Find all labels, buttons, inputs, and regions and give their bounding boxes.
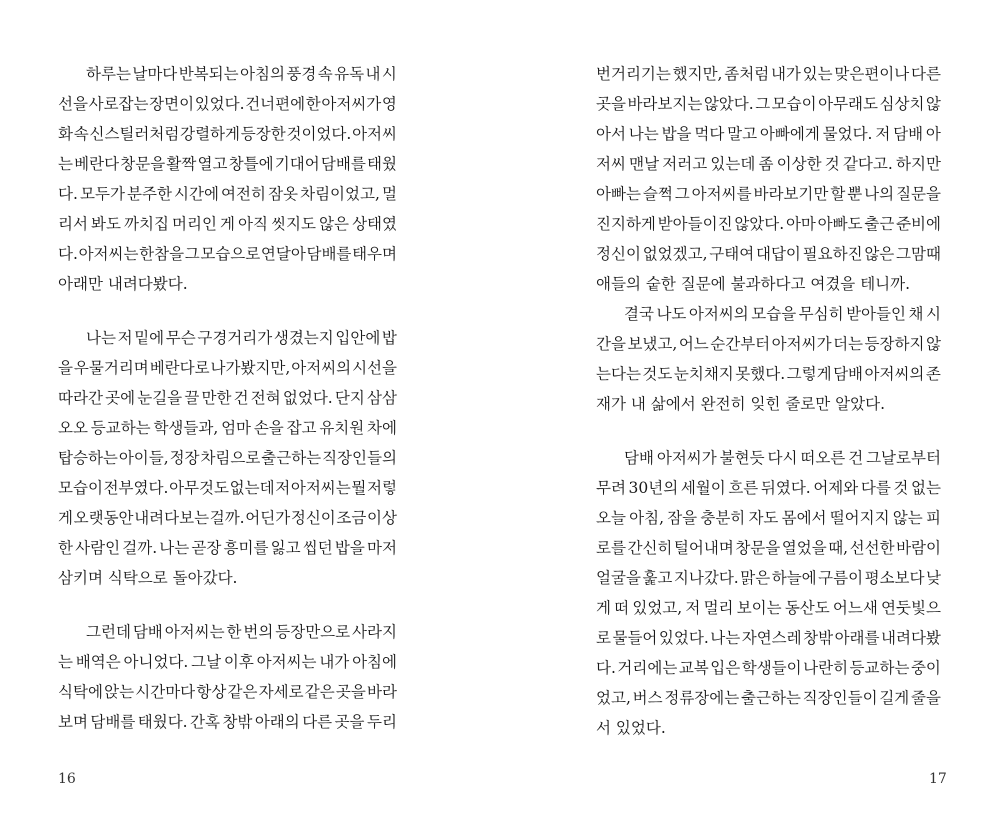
text-line: 로 물들어 있었다. 나는 자연스레 창밖 아래를 내려다봤 (596, 629, 941, 647)
text-line: 로를 간신히 털어내며 창문을 열었을 때, 선선한 바람이 (596, 539, 941, 557)
text-line: 얼굴을 훑고 지나갔다. 맑은 하늘에 구름이 평소보다 낮 (596, 569, 941, 587)
text-line: 오늘 아침, 잠을 충분히 자도 몸에서 떨어지지 않는 피 (596, 509, 941, 527)
text-line: 아빠는 슬쩍 그 아저씨를 바라보기만 할 뿐 나의 질문을 (596, 185, 941, 203)
text-line: 담배 아저씨가 불현듯 다시 떠오른 건 그날로부터 (624, 449, 941, 467)
text-line: 식탁에 앉는 시간마다 항상 같은 자세로 같은 곳을 바라 (58, 683, 397, 701)
text-line: 진지하게 받아들이진 않았다. 아마 아빠도 출근 준비에 (596, 215, 941, 233)
text-line: 결국 나도 아저씨의 모습을 무심히 받아들인 채 시 (624, 305, 941, 323)
text-line: 다. 모두가 분주한 시간에 여전히 잠옷 차림이었고, 멀 (58, 185, 397, 203)
text-line: 다. 거리에는 교복 입은 학생들이 나란히 등교하는 중이 (596, 659, 941, 677)
text-line: 삼키며 식탁으로 돌아갔다. (58, 569, 238, 587)
page-number: 17 (929, 771, 947, 787)
text-line: 모습이 전부였다. 아무것도 없는데 저 아저씨는 뭘 저렇 (58, 479, 397, 497)
text-line: 애들의 숱한 질문에 불과하다고 여겼을 테니까. (596, 275, 911, 293)
text-line: 보며 담배를 태웠다. 간혹 창밖 아래의 다른 곳을 두리 (58, 713, 397, 731)
text-line: 아서 나는 밥을 먹다 말고 아빠에게 물었다. 저 담배 아 (596, 125, 941, 143)
text-line: 번거리기는 했지만, 좀처럼 내가 있는 맞은편이나 다른 (596, 65, 941, 83)
text-line: 화 속 신스틸러처럼 강렬하게 등장한 것이었다. 아저씨 (58, 125, 397, 143)
text-line: 리서 봐도 까치집 머리인 게 아직 씻지도 않은 상태였 (58, 215, 397, 233)
text-line: 는 베란다 창문을 활짝 열고 창틀에 기대어 담배를 태웠 (58, 155, 397, 173)
text-line: 탑승하는 아이들, 정장 차림으로 출근하는 직장인들의 (58, 449, 397, 467)
text-line: 나는 저 밑에 무슨 구경거리가 생겼는지 입안에 밥 (86, 329, 397, 347)
text-line: 었고, 버스 정류장에는 출근하는 직장인들이 길게 줄을 (596, 689, 941, 707)
right-page (500, 0, 1000, 831)
text-line: 정신이 없었겠고, 구태여 대답이 필요하진 않은 그맘때 (596, 245, 941, 263)
text-line: 재가 내 삶에서 완전히 잊힌 줄로만 알았다. (596, 395, 886, 413)
text-line: 서 있었다. (596, 719, 666, 737)
text-line: 선을 사로잡는 장면이 있었다. 건너편에 한 아저씨가 영 (58, 95, 397, 113)
text-line: 한 사람인 걸까. 나는 곧장 흥미를 잃고 씹던 밥을 마저 (58, 539, 397, 557)
text-line: 는다는 것도 눈치채지 못했다. 그렇게 담배 아저씨의 존 (596, 365, 941, 383)
text-line: 그런데 담배 아저씨는 한 번의 등장만으로 사라지 (86, 623, 397, 641)
text-line: 다. 아저씨는 한참을 그 모습으로 연달아 담배를 태우며 (58, 245, 397, 263)
text-line: 따라간 곳에 눈길을 끌 만한 건 전혀 없었다. 단지 삼삼 (58, 389, 397, 407)
text-line: 간을 보냈고, 어느 순간부터 아저씨가 더는 등장하지 않 (596, 335, 941, 353)
text-line: 게 오랫동안 내려다보는 걸까. 어딘가 정신이 조금 이상 (58, 509, 397, 527)
page-number: 16 (58, 771, 76, 787)
text-line: 는 배역은 아니었다. 그날 이후 아저씨는 내가 아침에 (58, 653, 397, 671)
text-line: 게 떠 있었고, 저 멀리 보이는 동산도 어느새 연둣빛으 (596, 599, 941, 617)
text-line: 아래만 내려다봤다. (58, 275, 188, 293)
text-line: 하루는 날마다 반복되는 아침의 풍경 속 유독 내 시 (86, 65, 397, 83)
text-line: 무려 30년의 세월이 흐른 뒤였다. 어제와 다를 것 없는 (596, 479, 941, 497)
text-line: 을 우물거리며 베란다로 나가봤지만, 아저씨의 시선을 (58, 359, 397, 377)
text-line: 오오 등교하는 학생들과, 엄마 손을 잡고 유치원 차에 (58, 419, 397, 437)
text-line: 곳을 바라보지는 않았다. 그 모습이 아무래도 심상치 않 (596, 95, 941, 113)
text-line: 저씨 맨날 저러고 있는데 좀 이상한 것 같다고. 하지만 (596, 155, 941, 173)
